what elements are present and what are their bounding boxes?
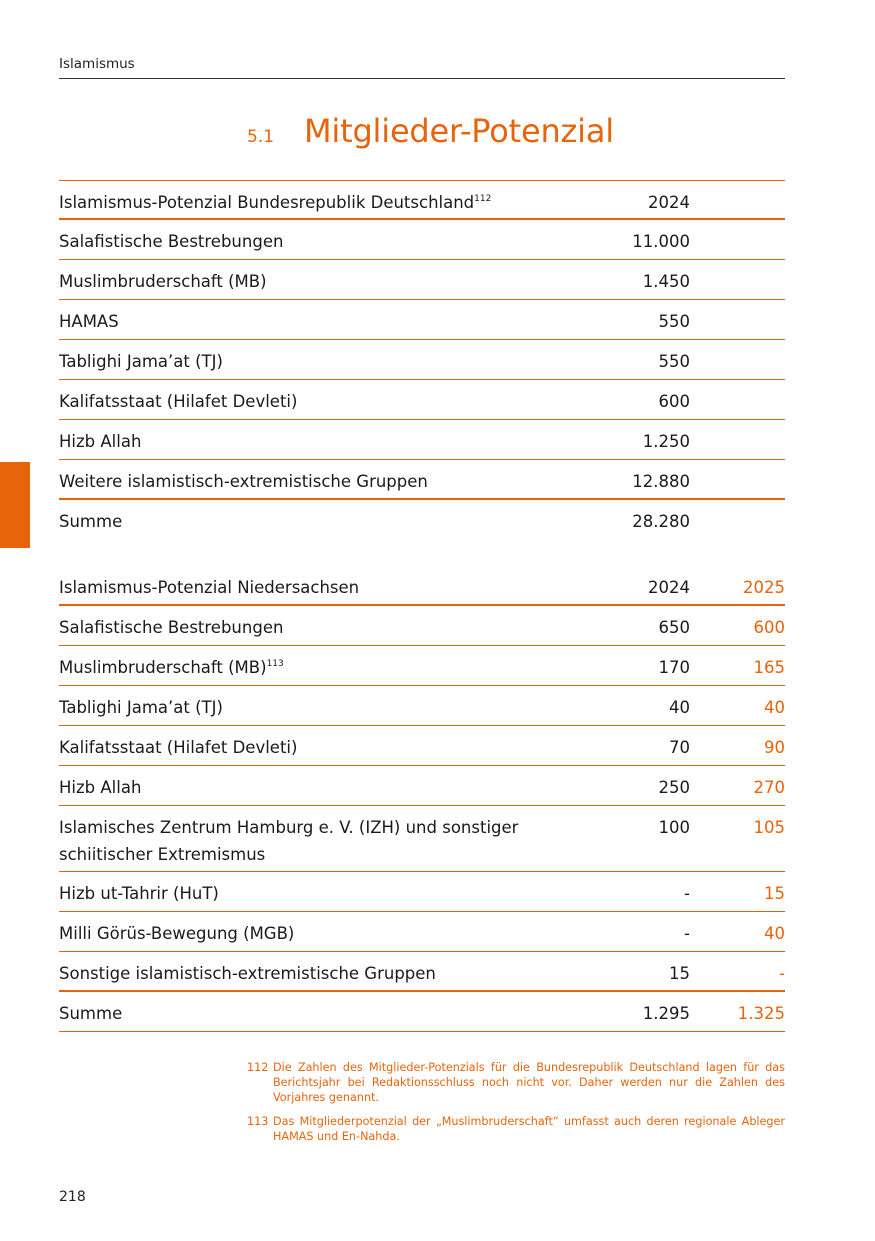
table-row (59, 460, 785, 500)
row-value-2025: 15 (764, 884, 785, 903)
row-label: Weitere islamistisch-extremistische Gruppen (59, 472, 428, 491)
row-value-2025: 40 (764, 924, 785, 943)
row-label: Hizb Allah (59, 778, 142, 797)
row-label: Kalifatsstaat (Hilafet Devleti) (59, 392, 298, 411)
table-row (59, 952, 785, 992)
row-label: Muslimbruderschaft (MB)$^{113}$ (59, 658, 284, 677)
row-label: Islamisches Zentrum Hamburg e. V. (IZH) und sonstiger schiitischer Extremismus (59, 818, 519, 864)
table-row (59, 912, 785, 952)
sum-label: Summe (59, 512, 123, 531)
section-heading (247, 112, 614, 150)
table-row (59, 340, 785, 380)
table-lower-saxony (59, 566, 785, 1032)
row-label: Hizb Allah (59, 432, 142, 451)
table-row (59, 300, 785, 340)
footnote-text: Das Mitgliederpotenzial der „Muslimbruderschaft“ umfasst auch deren regionale Ableger HAMAS und En-Nahda. (273, 1115, 785, 1143)
row-value-2024: 650 (658, 618, 690, 637)
table-row (59, 686, 785, 726)
footnote (247, 1060, 785, 1105)
running-header: Islamismus (59, 56, 135, 72)
table-row (59, 646, 785, 686)
row-label: Salafistische Bestrebungen (59, 618, 284, 637)
row-value-2025: 165 (753, 658, 785, 677)
section-title: Mitglieder-Potenzial (304, 112, 614, 150)
footnote-number: 113 (247, 1115, 269, 1128)
row-label: Sonstige islamistisch-extremistische Gruppen (59, 964, 436, 983)
row-label: Kalifatsstaat (Hilafet Devleti) (59, 738, 298, 757)
table-header-row (59, 566, 785, 606)
row-label: Hizb ut-Tahrir (HuT) (59, 884, 219, 903)
table-row (59, 220, 785, 260)
row-value-2024: 100 (658, 818, 690, 837)
row-value-2024: - (684, 884, 690, 903)
row-value-2024: 1.250 (642, 432, 690, 451)
table-row (59, 726, 785, 766)
row-value-2024: 40 (669, 698, 690, 717)
row-label: Tablighi Jama’at (TJ) (59, 698, 223, 717)
page-number: 218 (59, 1189, 86, 1205)
table-header-row (59, 180, 785, 220)
row-value-2024: - (684, 924, 690, 943)
table-header-year: 2024 (648, 193, 690, 212)
section-number: 5.1 (247, 127, 275, 147)
row-value-2024: 550 (658, 312, 690, 331)
row-value-2025: 40 (764, 698, 785, 717)
table-header-label: Islamismus-Potenzial Bundesrepublik Deutschland$^{112}$ (59, 193, 492, 212)
row-label: HAMAS (59, 312, 119, 331)
row-value-2024: 250 (658, 778, 690, 797)
row-label: Milli Görüs-Bewegung (MGB) (59, 924, 295, 943)
row-value-2025: 90 (764, 738, 785, 757)
footnote-ref: 113 (266, 659, 284, 669)
table-header-year-2024: 2024 (648, 578, 690, 597)
footnote (247, 1114, 785, 1144)
row-value-2025: 105 (753, 818, 785, 837)
row-value-2024: 15 (669, 964, 690, 983)
sum-value-2024: 1.295 (642, 1004, 690, 1023)
table-sum-row (59, 500, 785, 540)
chapter-side-tab (0, 462, 30, 548)
sum-value-2025: 1.325 (737, 1004, 785, 1023)
row-value-2024: 1.450 (642, 272, 690, 291)
table-sum-row (59, 992, 785, 1032)
header-rule (59, 78, 785, 79)
row-value-2024: 70 (669, 738, 690, 757)
sum-label: Summe (59, 1004, 123, 1023)
row-value-2024: 170 (658, 658, 690, 677)
row-label: Tablighi Jama’at (TJ) (59, 352, 223, 371)
table-row (59, 766, 785, 806)
footnote-text: Die Zahlen des Mitglieder-Potenzials für die Bundesrepublik Deutschland lagen für das Berichtsjahr bei Redaktionsschluss noch nicht vor. Daher werden nur die Zahlen des Vorjahres genannt. (273, 1061, 785, 1104)
table-federal (59, 180, 785, 540)
table-row (59, 872, 785, 912)
table-row (59, 260, 785, 300)
row-value-2024: 12.880 (632, 472, 690, 491)
row-value-2025: 270 (753, 778, 785, 797)
footnote-number: 112 (247, 1061, 269, 1074)
footnotes (247, 1060, 785, 1153)
footnote-ref: 112 (474, 194, 492, 204)
table-header-label: Islamismus-Potenzial Niedersachsen (59, 578, 360, 597)
row-value-2024: 550 (658, 352, 690, 371)
table-row (59, 420, 785, 460)
row-value-2024: 11.000 (632, 232, 690, 251)
table-header-year-2025: 2025 (743, 578, 785, 597)
row-value-2024: 600 (658, 392, 690, 411)
row-label: Muslimbruderschaft (MB) (59, 272, 267, 291)
table-row (59, 806, 785, 872)
row-value-2025: - (779, 964, 785, 983)
row-value-2025: 600 (753, 618, 785, 637)
row-label: Salafistische Bestrebungen (59, 232, 284, 251)
table-row (59, 380, 785, 420)
table-row (59, 606, 785, 646)
sum-value-2024: 28.280 (632, 512, 690, 531)
